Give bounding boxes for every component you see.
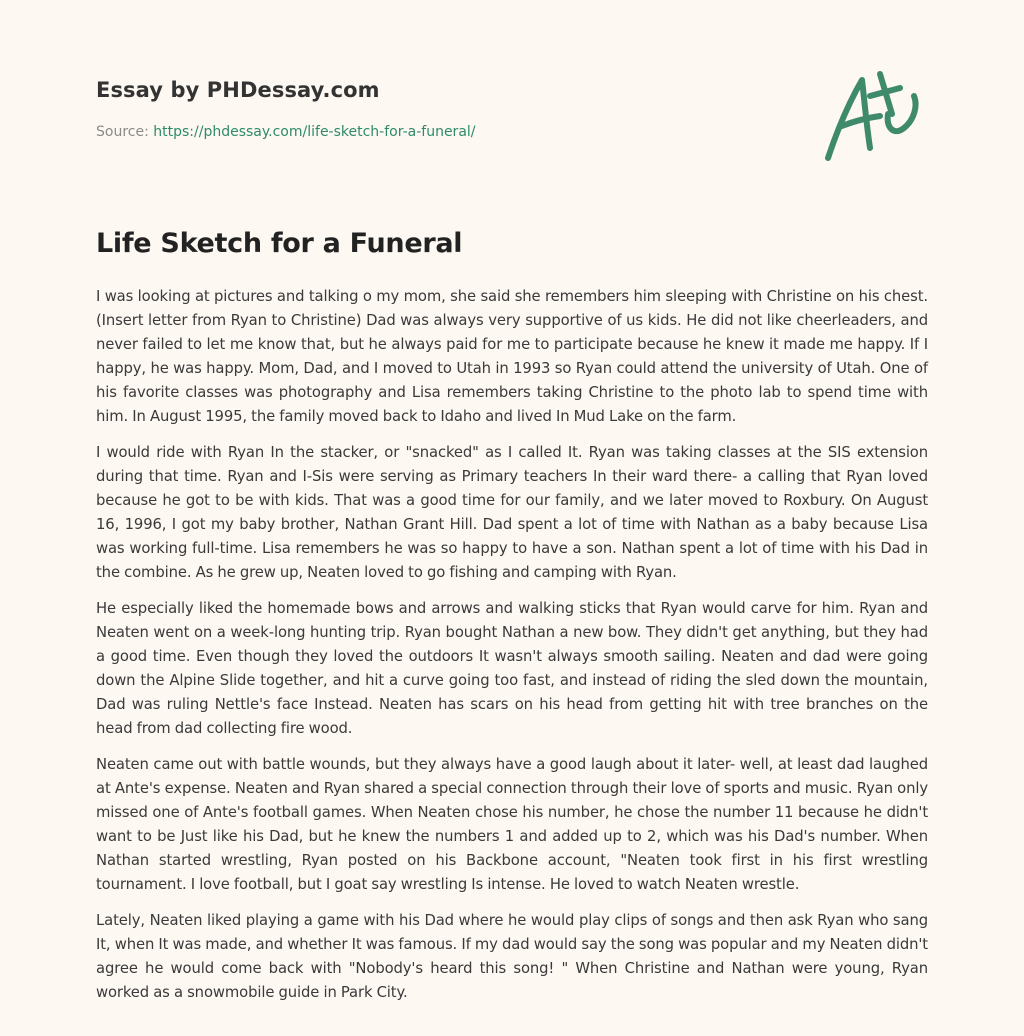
page-header (96, 76, 928, 141)
essay-paragraph: I would ride with Ryan In the stacker, or "snacked" as I called It. Ryan was taking classes at the SIS extension during that time. Ryan and I-Sis were serving as Primary teachers In their ward there- a calling that Ryan loved because he got to be with kids. That was a good time for our family, and we later moved to Roxbury. On August 16, 1996, I got my baby brother, Nathan Grant Hill. Dad spent a lot of time with Nathan as a baby because Lisa was working full-time. Lisa remembers he was so happy to have a son. Nathan spent a lot of time with his Dad in the combine. As he grew up, Neaten loved to go fishing and camping with Ryan. (96, 444, 928, 581)
essay-paragraph: I was looking at pictures and talking o my mom, she said she remembers him sleeping with Christine on his chest. (Insert letter from Ryan to Christine) Dad was always very supportive of us kids. He did not like cheerleaders, and never failed to let me know that, but he always paid for me to participate because he knew it made me happy. If I happy, he was happy. Mom, Dad, and I moved to Utah in 1993 so Ryan could attend the university of Utah. One of his favorite classes was photography and Lisa remembers taking Christine to the photo lab to spend time with him. In August 1995, the family moved back to Idaho and lived In Mud Lake on the farm. (96, 288, 928, 425)
essay-title: Life Sketch for a Funeral (96, 228, 463, 259)
a-plus-logo-icon (820, 66, 930, 166)
essay-paragraph: Neaten came out with battle wounds, but they always have a good laugh about it later- well, at least dad laughed at Ante's expense. Neaten and Ryan shared a special connection through their love of sports and music. Ryan only missed one of Ante's football games. When Neaten chose his number, he chose the number 11 because he didn't want to be Just like his Dad, but he knew the numbers 1 and added up to 2, which was his Dad's number. When Nathan started wrestling, Ryan posted on his Backbone account, "Neaten took first in his first wrestling tournament. I love football, but I goat say wrestling Is intense. He loved to watch Neaten wrestle. (96, 756, 928, 893)
site-title: Essay by PHDessay.com (96, 78, 380, 102)
source-link[interactable]: https://phdessay.com/life-sketch-for-a-funeral/ (153, 124, 476, 140)
source-line (96, 123, 928, 141)
essay-paragraph: Lately, Neaten liked playing a game with his Dad where he would play clips of songs and then ask Ryan who sang It, when It was made, and whether It was famous. If my dad would say the song was popular and my Neaten didn't agree he would come back with "Nobody's heard this song! " When Christine and Nathan were young, Ryan worked as a snowmobile guide in Park City. (96, 912, 928, 1001)
source-label: Source: (96, 124, 154, 140)
essay-body (96, 285, 928, 1017)
essay-paragraph: He especially liked the homemade bows and arrows and walking sticks that Ryan would carve for him. Ryan and Neaten went on a week-long hunting trip. Ryan bought Nathan a new bow. They didn't get anything, but they had a good time. Even though they loved the outdoors It wasn't always smooth sailing. Neaten and dad were going down the Alpine Slide together, and hit a curve going too fast, and instead of riding the sled down the mountain, Dad was ruling Nettle's face Instead. Neaten has scars on his head from getting hit with tree branches on the head from dad collecting fire wood. (96, 600, 928, 737)
